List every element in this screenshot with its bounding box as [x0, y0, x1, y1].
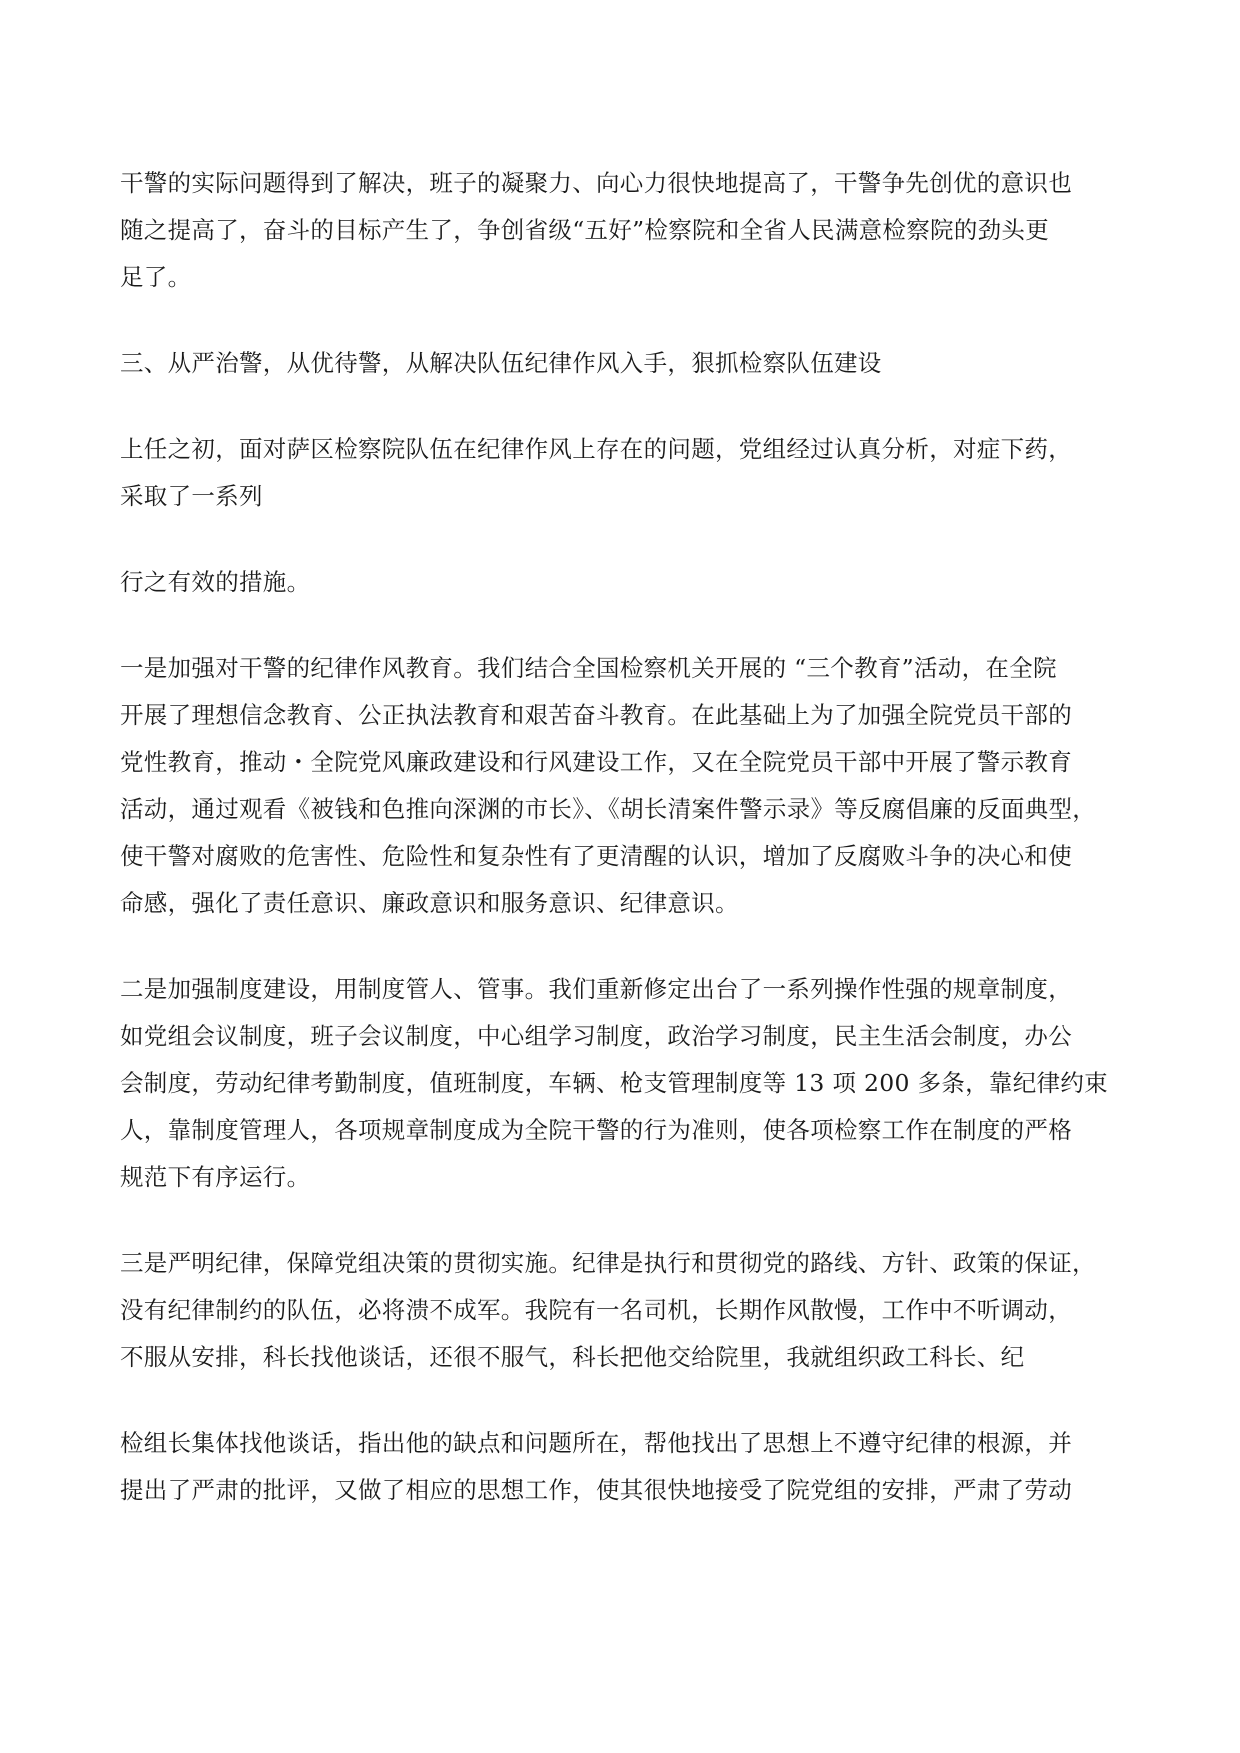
- section-heading: [120, 340, 1130, 387]
- paragraph-7: [120, 1240, 1130, 1381]
- text-line: 足了。: [120, 263, 192, 291]
- text-line: 随之提高了，奋斗的目标产生了，争创省级“五好”检察院和全省人民满意检察院的劲头更: [120, 216, 1050, 244]
- text-line: 活动，通过观看《被钱和色推向深渊的市长》、《胡长清案件警示录》等反腐倡廉的反面典型，: [120, 795, 1097, 823]
- text-line: 使干警对腐败的危害性、危险性和复杂性有了更清醒的认识，增加了反腐败斗争的决心和使: [120, 842, 1072, 870]
- text-line: 三是严明纪律，保障党组决策的贯彻实施。纪律是执行和贯彻党的路线、方针、政策的保证，: [120, 1249, 1096, 1277]
- paragraph-8: [120, 1420, 1130, 1514]
- paragraph-3: [120, 426, 1130, 520]
- document-page: [120, 160, 1130, 1553]
- text-line: 采取了一系列: [120, 482, 263, 510]
- text-line: 三、从严治警，从优待警，从解决队伍纪律作风入手，狠抓检察队伍建设: [120, 349, 882, 377]
- text-line: 党性教育，推动・全院党风廉政建设和行风建设工作，又在全院党员干部中开展了警示教育: [120, 748, 1072, 776]
- paragraph-1: [120, 160, 1130, 301]
- text-line: 提出了严肃的批评，又做了相应的思想工作，使其很快地接受了院党组的安排，严肃了劳动: [120, 1476, 1072, 1504]
- text-line: 行之有效的措施。: [120, 568, 311, 596]
- text-line: 人，靠制度管理人，各项规章制度成为全院干警的行为准则，使各项检察工作在制度的严格: [120, 1116, 1072, 1144]
- text-line: 没有纪律制约的队伍，必将溃不成军。我院有一名司机，长期作风散慢，工作中不听调动，: [120, 1296, 1072, 1324]
- text-line: 会制度，劳动纪律考勤制度，值班制度，车辆、枪支管理制度等 13 项 200 多条，靠纪律约束: [120, 1069, 1108, 1097]
- text-line: 规范下有序运行。: [120, 1163, 311, 1191]
- paragraph-5: [120, 645, 1130, 927]
- text-line: 如党组会议制度，班子会议制度，中心组学习制度，政治学习制度，民主生活会制度，办公: [120, 1022, 1072, 1050]
- text-line: 开展了理想信念教育、公正执法教育和艰苦奋斗教育。在此基础上为了加强全院党员干部的: [120, 701, 1072, 729]
- text-line: 上任之初，面对萨区检察院队伍在纪律作风上存在的问题，党组经过认真分析，对症下药，: [120, 435, 1072, 463]
- paragraph-6: [120, 966, 1130, 1201]
- text-line: 一是加强对干警的纪律作风教育。我们结合全国检察机关开展的 “三个教育”活动，在全院: [120, 654, 1057, 682]
- text-line: 命感，强化了责任意识、廉政意识和服务意识、纪律意识。: [120, 889, 739, 917]
- text-line: 干警的实际问题得到了解决，班子的凝聚力、向心力很快地提高了，干警争先创优的意识也: [120, 169, 1072, 197]
- text-line: 不服从安排，科长找他谈话，还很不服气，科长把他交给院里，我就组织政工科长、纪: [120, 1343, 1025, 1371]
- text-line: 检组长集体找他谈话，指出他的缺点和问题所在，帮他找出了思想上不遵守纪律的根源，并: [120, 1429, 1072, 1457]
- paragraph-4: [120, 559, 1130, 606]
- text-line: 二是加强制度建设，用制度管人、管事。我们重新修定出台了一系列操作性强的规章制度，: [120, 975, 1072, 1003]
